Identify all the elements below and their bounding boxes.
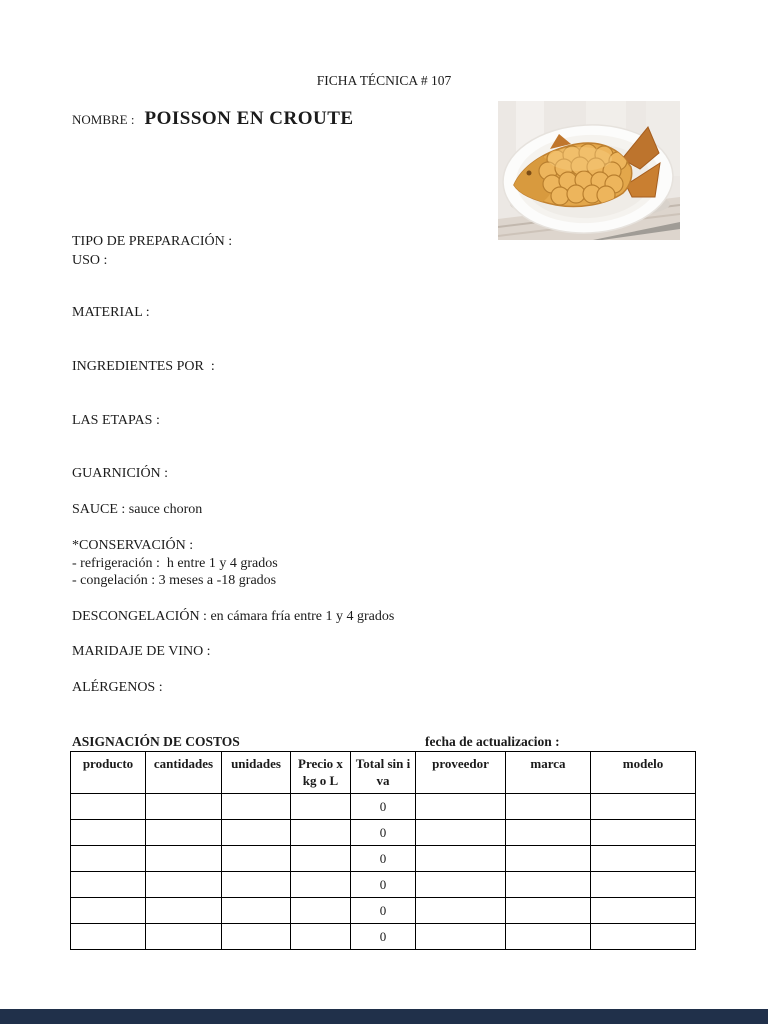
header-cell: producto xyxy=(71,752,146,794)
table-cell xyxy=(591,794,696,820)
table-cell xyxy=(71,820,146,846)
header-cell: marca xyxy=(506,752,591,794)
table-cell xyxy=(291,872,351,898)
table-cell xyxy=(591,820,696,846)
table-cell xyxy=(506,794,591,820)
table-cell xyxy=(591,924,696,950)
table-cell xyxy=(71,794,146,820)
table-cell xyxy=(71,924,146,950)
field-uso: USO : xyxy=(72,253,108,268)
name-label: NOMBRE : xyxy=(72,112,135,127)
table-cell xyxy=(146,898,222,924)
name-line xyxy=(72,108,354,130)
table-cell xyxy=(416,924,506,950)
table-cell xyxy=(146,872,222,898)
header-cell: Total sin iva xyxy=(351,752,416,794)
field-alergenos: ALÉRGENOS : xyxy=(72,680,163,695)
table-row xyxy=(71,898,696,924)
table-cell xyxy=(506,924,591,950)
table-cell xyxy=(506,820,591,846)
table-cell xyxy=(222,898,291,924)
field-conservacion: *CONSERVACIÓN : xyxy=(72,538,194,553)
table-cell xyxy=(416,898,506,924)
dish-photo xyxy=(498,101,680,240)
table-row xyxy=(71,924,696,950)
table-cell xyxy=(146,846,222,872)
table-cell: 0 xyxy=(351,846,416,872)
field-ingredientes-por: INGREDIENTES POR : xyxy=(72,359,215,374)
table-cell: 0 xyxy=(351,820,416,846)
costs-table-body xyxy=(71,794,696,950)
header-cell: modelo xyxy=(591,752,696,794)
header-cell: unidades xyxy=(222,752,291,794)
field-congelacion: - congelación : 3 meses a -18 grados xyxy=(72,573,277,588)
header-cell: Precio x kg o L xyxy=(291,752,351,794)
table-cell xyxy=(506,872,591,898)
table-cell xyxy=(416,872,506,898)
table-cell xyxy=(291,820,351,846)
table-cell xyxy=(506,846,591,872)
costs-heading: ASIGNACIÓN DE COSTOS xyxy=(72,734,240,749)
name-value: POISSON EN CROUTE xyxy=(144,108,354,129)
table-cell: 0 xyxy=(351,794,416,820)
costs-table xyxy=(70,751,696,950)
table-cell xyxy=(416,820,506,846)
table-cell xyxy=(222,794,291,820)
field-maridaje-de-vino: MARIDAJE DE VINO : xyxy=(72,644,211,659)
header-cell: proveedor xyxy=(416,752,506,794)
table-cell xyxy=(222,846,291,872)
table-cell xyxy=(591,898,696,924)
table-cell xyxy=(222,820,291,846)
field-refrigeracion: - refrigeración : h entre 1 y 4 grados xyxy=(72,556,278,571)
table-row xyxy=(71,820,696,846)
field-guarnicion: GUARNICIÓN : xyxy=(72,466,169,481)
table-cell xyxy=(291,846,351,872)
table-cell xyxy=(291,794,351,820)
costs-table-head xyxy=(71,752,696,794)
table-cell xyxy=(146,794,222,820)
table-cell xyxy=(591,846,696,872)
table-cell: 0 xyxy=(351,924,416,950)
table-cell: 0 xyxy=(351,872,416,898)
table-cell xyxy=(291,898,351,924)
table-row xyxy=(71,872,696,898)
table-row xyxy=(71,846,696,872)
table-cell xyxy=(71,872,146,898)
table-cell xyxy=(416,794,506,820)
viewer-footer-bar xyxy=(0,1009,768,1024)
header-cell: cantidades xyxy=(146,752,222,794)
table-cell: 0 xyxy=(351,898,416,924)
field-sauce: SAUCE : sauce choron xyxy=(72,502,203,517)
table-cell xyxy=(416,846,506,872)
table-cell xyxy=(222,872,291,898)
doc-title: FICHA TÉCNICA # 107 xyxy=(316,73,452,88)
table-cell xyxy=(71,898,146,924)
table-cell xyxy=(222,924,291,950)
field-material: MATERIAL : xyxy=(72,305,150,320)
table-row xyxy=(71,794,696,820)
field-descongelacion: DESCONGELACIÓN : en cámara fría entre 1 y 4 grados xyxy=(72,609,395,624)
table-cell xyxy=(71,846,146,872)
table-cell xyxy=(291,924,351,950)
table-cell xyxy=(146,820,222,846)
table-cell xyxy=(146,924,222,950)
field-tipo-de-preparacion: TIPO DE PREPARACIÓN : xyxy=(72,234,233,249)
fecha-actualizacion-label: fecha de actualizacion : xyxy=(425,734,560,749)
table-cell xyxy=(591,872,696,898)
table-cell xyxy=(506,898,591,924)
field-las-etapas: LAS ETAPAS : xyxy=(72,413,160,428)
